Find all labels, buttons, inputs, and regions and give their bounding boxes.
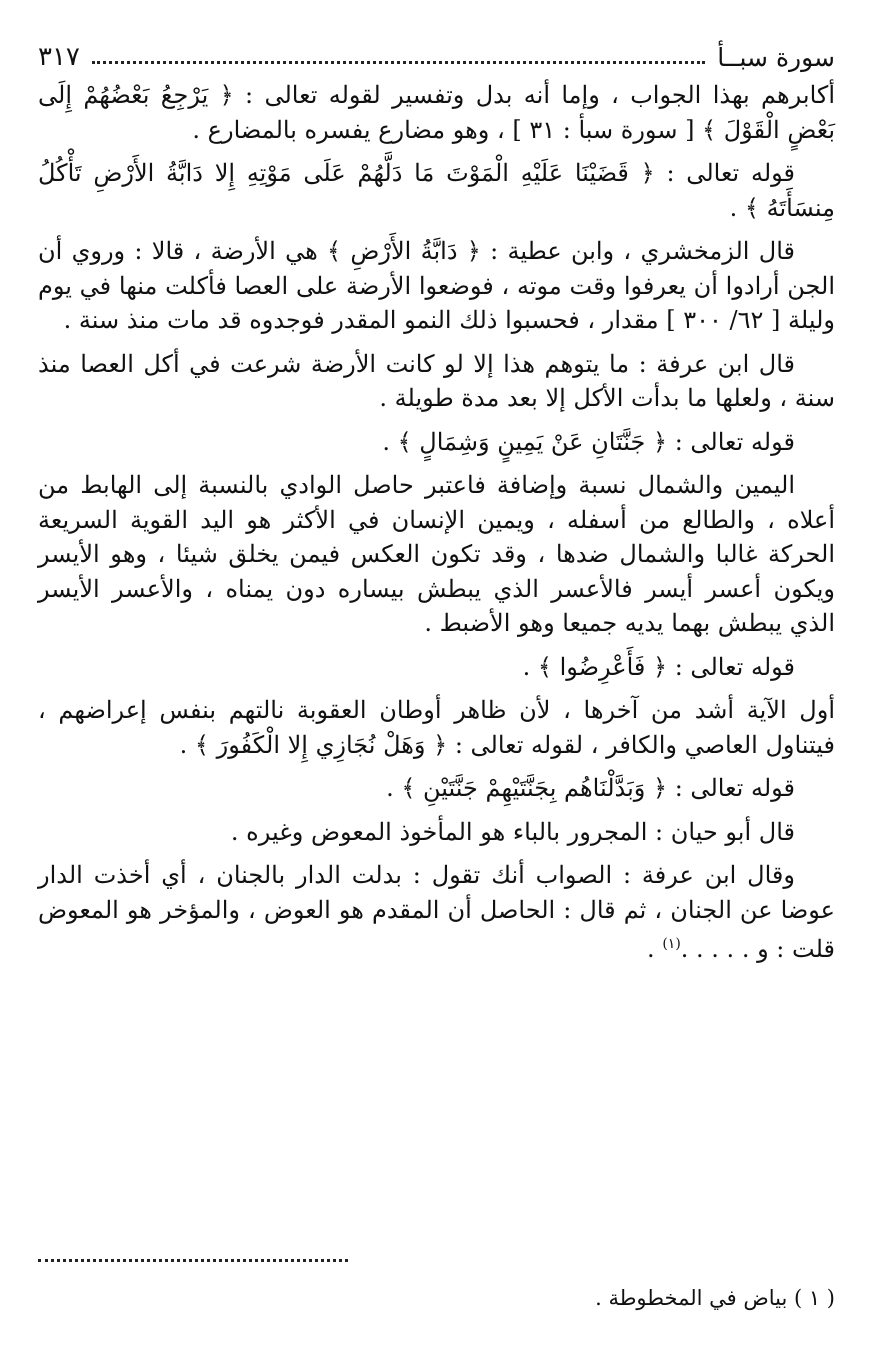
paragraph-4: قال ابن عرفة : ما يتوهم هذا إلا لو كانت الأرضة شرعت في أكل العصا منذ سنة ، ولعلها ما بدأت الأكل إلا بعد مدة طويلة . <box>38 349 835 412</box>
page-body <box>38 78 835 967</box>
page-header <box>38 34 835 74</box>
paragraph-11 <box>38 858 835 967</box>
book-page <box>38 34 835 1344</box>
paragraph-9: قوله تعالى : ﴿ وَبَدَّلْنَاهُم بِجَنَّتَيْهِمْ جَنَّتَيْنِ ﴾ . <box>386 774 795 802</box>
surah-title: سورة سبــأ <box>717 43 835 72</box>
paragraph-2: قوله تعالى : ﴿ قَضَيْنَا عَلَيْهِ الْمَوْتَ مَا دَلَّهُمْ عَلَى مَوْتِهِ إِلا دَابَّةُ الأَرْضِ تَأْكُلُ مِنسَأَتَهُ ﴾ . <box>38 159 835 222</box>
header-dotted-rule <box>92 60 705 64</box>
paragraph-7: قوله تعالى : ﴿ فَأَعْرِضُوا ﴾ . <box>522 652 795 681</box>
page-number: ٣١٧ <box>38 42 80 72</box>
paragraph-11-text: وقال ابن عرفة : الصواب أنك تقول : بدلت الدار بالجنان ، أي أخذت الدار عوضا عن الجنان ، ثم قال : الحاصل أن المقدم هو العوض ، والمؤخر هو المعوض قلت : و . . . . . <box>38 861 835 963</box>
footnote: ( ١ ) بياض في المخطوطة . <box>595 1286 835 1310</box>
paragraph-10: قال أبو حيان : المجرور بالباء هو المأخوذ المعوض وغيره . <box>230 817 795 846</box>
paragraph-3: قال الزمخشري ، وابن عطية : ﴿ دَابَّةُ الأَرْضِ ﴾ هي الأرضة ، قالا : وروي أن الجن أرادوا أن يعرفوا وقت موته ، فوضعوا الأرضة على العصا فأكلت منها في يوم وليلة [ ٦٢/ ٣٠٠ ] مقدار ، فحسبوا ذلك النمو المقدر فوجدوه قد مات منذ سنة . <box>38 237 835 334</box>
paragraph-5: قوله تعالى : ﴿ جَنَّتَانِ عَنْ يَمِينٍ وَشِمَالٍ ﴾ . <box>382 427 795 456</box>
footnote-separator <box>38 1259 348 1262</box>
paragraph-1: أكابرهم بهذا الجواب ، وإما أنه بدل وتفسير لقوله تعالى : ﴿ يَرْجِعُ بَعْضُهُمْ إِلَى بَعْضٍ الْقَوْلَ ﴾ [ سورة سبأ : ٣١ ] ، وهو مضارع يفسره بالمضارع . <box>38 81 835 144</box>
paragraph-6: اليمين والشمال نسبة وإضافة فاعتبر حاصل الوادي بالنسبة إلى الهابط من أعلاه ، والطالع من أسفله ، ويمين الإنسان في الأكثر هو اليد القوية السريعة الحركة غالبا والشمال ضدها ، وقد تكون العكس فيمن يخلق شيئا ، وهو الأيسر ويكون أعسر أيسر فالأعسر الذي يبطش بيساره دون يمناه ، والأعسر الأيسر الذي يبطش بهما يديه جميعا وهو الأضبط . <box>38 471 835 637</box>
paragraph-8: أول الآية أشد من آخرها ، لأن ظاهر أوطان العقوبة نالتهم بنفس إعراضهم ، فيتناول العاصي والكافر ، لقوله تعالى : ﴿ وَهَلْ نُجَازِي إِلا الْكَفُورَ ﴾ . <box>38 696 835 759</box>
paragraph-11-tail: . <box>647 935 663 963</box>
footnote-reference: (١) <box>662 936 681 952</box>
